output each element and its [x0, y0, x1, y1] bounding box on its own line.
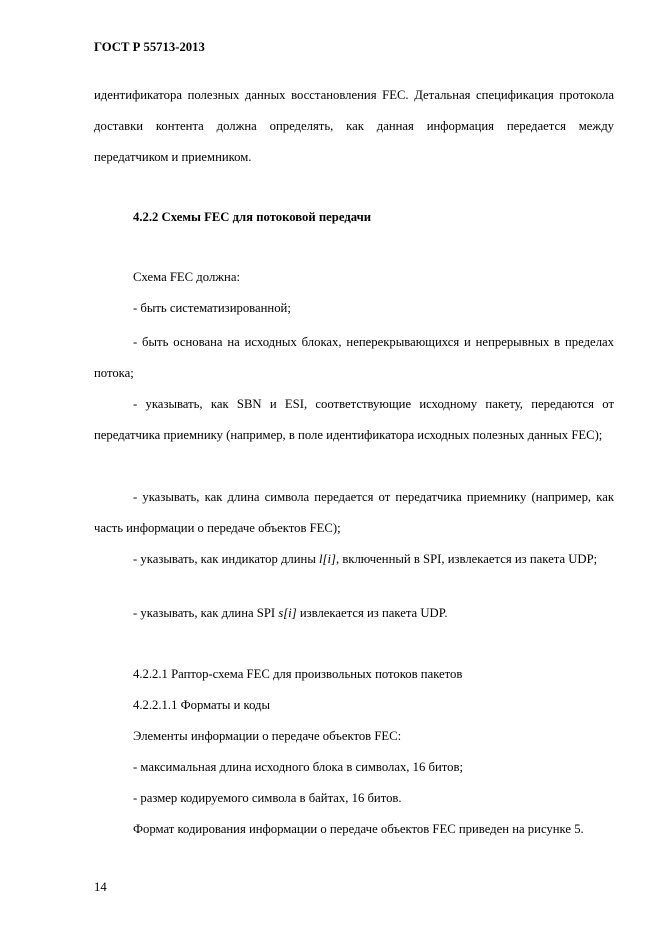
scheme-intro: Схема FEC должна: [133, 270, 240, 284]
document-header: ГОСТ Р 55713-2013 [94, 40, 205, 54]
item-5-text-end: , включенный в SPI, извлекается из пакета UDP; [335, 552, 598, 566]
elements-intro: Элементы информации о передаче объектов FEC: [133, 729, 402, 743]
subsection-heading-4-2-2-1-1: 4.2.2.1.1 Форматы и коды [133, 698, 271, 712]
requirement-item-4: - указывать, как длина символа передается от передатчика приемнику (например, как часть информации о передаче объектов FEC); [94, 490, 614, 535]
page-number: 14 [94, 880, 107, 894]
requirement-item-3: - указывать, как SBN и ESI, соответствующие исходному пакету, передаются от передатчика приемнику (например, в поле идентификатора исходных полезных данных FEC); [94, 397, 614, 442]
length-indicator-variable: l[i] [319, 552, 336, 566]
item-5-text-start: - указывать, как индикатор длины [133, 552, 320, 566]
section-heading-4-2-2-1: 4.2.2.1 Раптор-схема FEC для произвольных потоков пакетов [133, 667, 463, 681]
requirement-item-6 [133, 606, 448, 621]
requirement-item-1: - быть систематизированной; [133, 301, 291, 315]
requirement-item-2: - быть основана на исходных блоках, неперекрывающихся и непрерывных в пределах потока; [94, 335, 614, 380]
section-heading-4-2-2: 4.2.2 Схемы FEC для потоковой передачи [133, 210, 372, 224]
element-item-2: - размер кодируемого символа в байтах, 16 битов. [133, 791, 402, 805]
requirement-item-5 [94, 544, 614, 575]
item-6-text-end: извлекается из пакета UDP. [296, 606, 448, 620]
element-item-1: - максимальная длина исходного блока в символах, 16 битов; [133, 760, 463, 774]
continuation-paragraph: идентификатора полезных данных восстановления FEC. Детальная спецификация протокола доставки контента должна определять, как данная информация передается между передатчиком и приемником. [94, 88, 614, 164]
spi-length-variable: s[i] [278, 606, 297, 620]
item-6-text-start: - указывать, как длина SPI [133, 606, 279, 620]
format-note: Формат кодирования информации о передаче объектов FEC приведен на рисунке 5. [133, 822, 584, 836]
